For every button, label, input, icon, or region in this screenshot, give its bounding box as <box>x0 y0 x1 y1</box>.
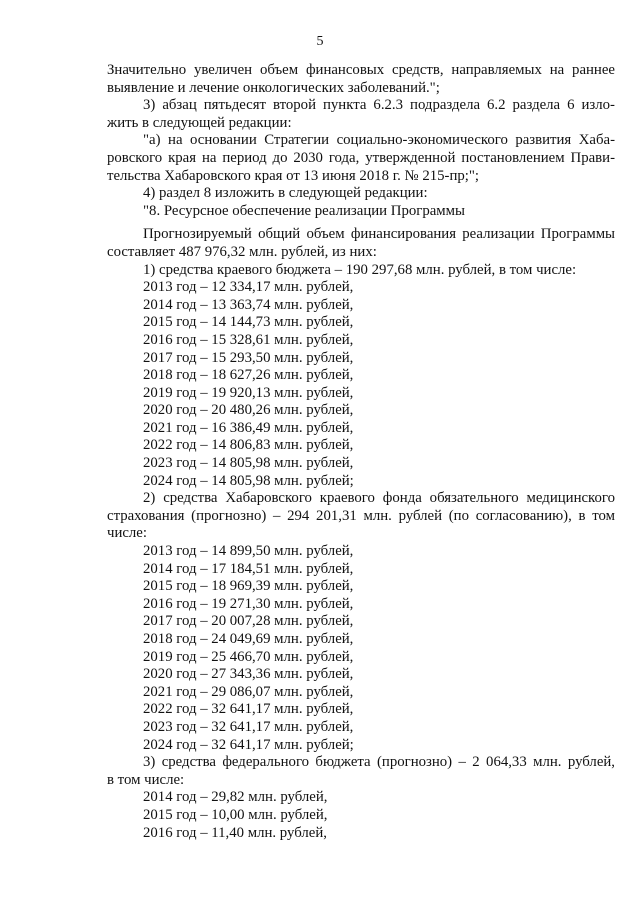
total-funding-line: Прогнозируемый общий объем финансирования реализации Программы <box>143 226 615 243</box>
year-line: 2015 год – 14 144,73 млн. рублей, <box>143 314 354 331</box>
year-line: 2022 год – 32 641,17 млн. рублей, <box>143 701 354 718</box>
year-line: 2022 год – 14 806,83 млн. рублей, <box>143 437 354 454</box>
source-2-title: числе: <box>107 525 147 542</box>
year-line: 2024 год – 32 641,17 млн. рублей; <box>143 736 354 753</box>
quote-a-line: тельства Хабаровского края от 13 июня 2018 г. № 215-пр;"; <box>107 167 480 184</box>
quote-a-line: "а) на основании Стратегии социально-экономического развития Хаба- <box>143 132 615 149</box>
source-2-title: 2) средства Хабаровского краевого фонда обязательного медицинского <box>143 490 615 507</box>
year-line: 2013 год – 12 334,17 млн. рублей, <box>143 279 354 296</box>
year-line: 2020 год – 27 343,36 млн. рублей, <box>143 666 354 683</box>
item-3-line: жить в следующей редакции: <box>107 114 292 131</box>
section-8-title: "8. Ресурсное обеспечение реализации Программы <box>143 202 465 219</box>
year-line: 2014 год – 13 363,74 млн. рублей, <box>143 296 354 313</box>
paragraph-line: выявление и лечение онкологических заболеваний."; <box>107 79 440 96</box>
item-3-line: 3) абзац пятьдесят второй пункта 6.2.3 подраздела 6.2 раздела 6 изло- <box>143 97 615 114</box>
source-3-title: в том числе: <box>107 771 185 788</box>
year-line: 2021 год – 16 386,49 млн. рублей, <box>143 419 354 436</box>
source-2-title: страхования (прогнозно) – 294 201,31 млн. рублей (по согласованию), в том <box>107 507 615 524</box>
source-3-title: 3) средства федерального бюджета (прогнозно) – 2 064,33 млн. рублей, <box>143 754 615 771</box>
year-line: 2023 год – 32 641,17 млн. рублей, <box>143 718 354 735</box>
year-line: 2018 год – 24 049,69 млн. рублей, <box>143 631 354 647</box>
year-line: 2015 год – 18 969,39 млн. рублей, <box>143 578 354 595</box>
year-line: 2014 год – 29,82 млн. рублей, <box>143 789 328 806</box>
year-line: 2013 год – 14 899,50 млн. рублей, <box>143 543 354 560</box>
document-body <box>107 62 615 842</box>
total-funding-line: составляет 487 976,32 млн. рублей, из них: <box>107 243 377 260</box>
year-line: 2021 год – 29 086,07 млн. рублей, <box>143 683 354 700</box>
page-number: 5 <box>316 34 324 49</box>
year-line: 2016 год – 11,40 млн. рублей, <box>143 824 327 841</box>
year-line: 2017 год – 15 293,50 млн. рублей, <box>143 349 354 366</box>
year-line: 2020 год – 20 480,26 млн. рублей, <box>143 402 354 419</box>
year-line: 2016 год – 19 271,30 млн. рублей, <box>143 595 354 612</box>
paragraph-line: Значительно увеличен объем финансовых средств, направляемых на раннее <box>107 62 615 78</box>
quote-a-line: ровского края на период до 2030 года, утвержденной постановлением Прави- <box>107 149 615 166</box>
item-4: 4) раздел 8 изложить в следующей редакции: <box>143 185 428 202</box>
year-line: 2024 год – 14 805,98 млн. рублей; <box>143 472 354 489</box>
year-line: 2017 год – 20 007,28 млн. рублей, <box>143 613 354 630</box>
year-line: 2019 год – 25 466,70 млн. рублей, <box>143 648 354 665</box>
year-line: 2023 год – 14 805,98 млн. рублей, <box>143 455 354 472</box>
year-line: 2019 год – 19 920,13 млн. рублей, <box>143 384 354 401</box>
year-line: 2015 год – 10,00 млн. рублей, <box>143 806 328 823</box>
source-1-title: 1) средства краевого бюджета – 190 297,68 млн. рублей, в том числе: <box>143 261 577 278</box>
year-line: 2016 год – 15 328,61 млн. рублей, <box>143 331 354 348</box>
year-line: 2018 год – 18 627,26 млн. рублей, <box>143 367 354 384</box>
year-line: 2014 год – 17 184,51 млн. рублей, <box>143 560 354 577</box>
